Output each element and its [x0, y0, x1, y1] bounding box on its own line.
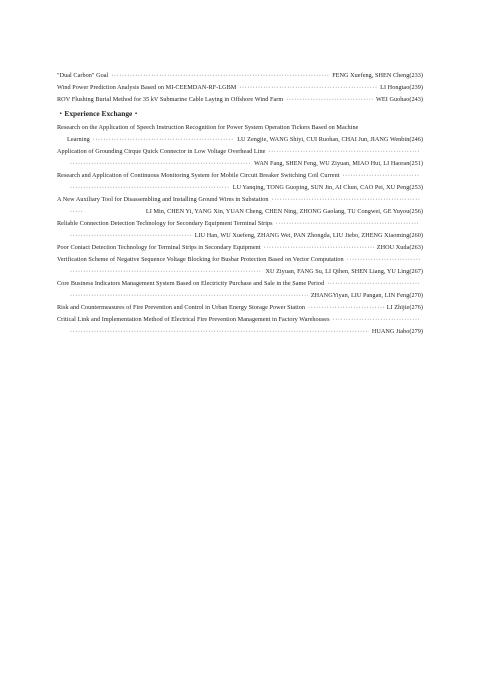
toc-entry — [57, 94, 423, 106]
toc-entry-title: Research on the Application of Speech Instruction Recognition for Power System Operation Tickers Based on Machine — [57, 124, 359, 131]
section-heading: ・Experience Exchange・ — [57, 109, 140, 118]
table-of-contents — [57, 70, 423, 338]
leader-dots — [70, 230, 192, 242]
toc-entry-author-line — [57, 230, 423, 242]
toc-entry-title: "Dual Carbon" Goal — [57, 72, 109, 79]
leader-dots — [70, 182, 230, 194]
leader-dots — [70, 290, 308, 302]
toc-entry-author-line — [57, 158, 423, 170]
toc-entry-author: WAN Fang, SHEN Feng, WU Ziyuan, MIAO Hui, LI Haoran(251) — [254, 160, 423, 167]
toc-entry — [57, 242, 423, 254]
toc-entry-title: Critical Link and Implementation Method of Electrical Fire Prevention Management in Factory Warehouses — [57, 316, 330, 323]
toc-entry-author: FENG Xuefeng, SHEN Cheng(233) — [332, 72, 423, 79]
toc-entry-author: LI Min, CHEN Yi, YANG Xin, YUAN Cheng, CHEN Ning, ZHONG Gaolang, TU Congwei, GE Yuyou(256) — [145, 208, 423, 215]
toc-entry-title: Poor Contact Detection Technology for Terminal Strips in Secondary Equipment — [57, 244, 261, 251]
leader-dots — [286, 94, 373, 106]
leader-dots — [333, 314, 420, 326]
leader-dots — [70, 326, 369, 338]
toc-entry-author: LI Zhijie(276) — [386, 304, 423, 311]
leader-dots — [70, 158, 251, 170]
leader-dots — [70, 206, 82, 218]
toc-entry — [57, 70, 423, 82]
toc-entry-title: Application of Grounding Cirque Quick Connector in Low Voltage Overhead Line — [57, 148, 266, 155]
toc-entry-title-line — [57, 194, 423, 206]
toc-entry — [57, 82, 423, 94]
toc-entry-title: Risk and Countermeasures of Fire Prevention and Control in Urban Energy Storage Power Station — [57, 304, 306, 311]
leader-dots — [70, 266, 262, 278]
leader-dots — [111, 70, 329, 82]
toc-entry-title: Core Business Indicators Management System Based on Electricity Purchase and Sale in the Same Period — [57, 280, 325, 287]
toc-entry-author: LI Hongtao(239) — [380, 84, 423, 91]
leader-dots — [264, 242, 374, 254]
toc-entry-author-line — [57, 206, 423, 218]
toc-entry-author: WEI Guohao(243) — [376, 96, 423, 103]
toc-entry-title-line — [57, 218, 423, 230]
toc-entry-author: LU Yanqing, TONG Guoping, SUN Jin, AI Chun, CAO Pei, XU Peng(253) — [232, 184, 423, 191]
toc-entry-title: Reliable Connection Detection Technology for Secondary Equipment Terminal Strips — [57, 220, 273, 227]
toc-entry-author: LU Zengjie, WANG Shiyi, CUI Ruohan, CHAI Jun, JIANG Wenbin(246) — [237, 136, 423, 143]
toc-entry — [57, 302, 423, 314]
toc-entry-author: HUANG Jiabo(279) — [371, 328, 423, 335]
toc-entry-author: ZHOU Xuda(263) — [376, 244, 423, 251]
toc-entry-title: Research and Application of Continuous Monitoring System for Mobile Circuit Breaker Switching Coil Current — [57, 172, 340, 179]
leader-dots — [239, 82, 377, 94]
toc-entry-title-line — [57, 122, 423, 134]
leader-dots — [308, 302, 384, 314]
toc-entry-author-line — [57, 326, 423, 338]
toc-entry-title-line — [57, 314, 423, 326]
leader-dots — [268, 146, 420, 158]
leader-dots — [93, 134, 234, 146]
toc-entry-title-cont: Learning — [67, 136, 90, 143]
toc-entry-title-line — [57, 170, 423, 182]
leader-dots — [343, 170, 421, 182]
leader-dots — [347, 254, 420, 266]
toc-entry-title-line — [57, 146, 423, 158]
toc-entry-author-line — [57, 290, 423, 302]
toc-entry-title-line — [57, 278, 423, 290]
toc-entry-title: Verification Scheme of Negative Sequence Voltage Blocking for Busbar Protection Based on Vector Computation — [57, 256, 344, 263]
toc-entry-title: ROV Flushing Burial Method for 35 kV Submarine Cable Laying in Offshore Wind Farm — [57, 96, 284, 103]
toc-entry-author-line — [57, 266, 423, 278]
toc-entry-author-line — [57, 182, 423, 194]
toc-entry-author-line — [57, 134, 423, 146]
toc-entry-author: XU Ziyuan, FANG Su, LI Qihen, SHEN Liang, YU Ling(267) — [265, 268, 423, 275]
toc-entry-author: ZHANGYiyan, LIU Pangan, LIN Feng(270) — [310, 292, 423, 299]
toc-entry-author: LIU Han, WU Xuefeng, ZHANG Wei, PAN Zhongda, LIU Jiebo, ZHENG Xiaoming(260) — [194, 232, 423, 239]
toc-entry-title-line — [57, 254, 423, 266]
leader-dots — [272, 194, 420, 206]
leader-dots — [276, 218, 420, 230]
leader-dots — [327, 278, 420, 290]
toc-entry-title: Wind Power Prediction Analysis Based on MI-CEEMDAN-RF-LGBM — [57, 84, 237, 91]
toc-entry-title: A New Auxiliary Tool for Disassembling and Installing Ground Wires in Substation — [57, 196, 269, 203]
